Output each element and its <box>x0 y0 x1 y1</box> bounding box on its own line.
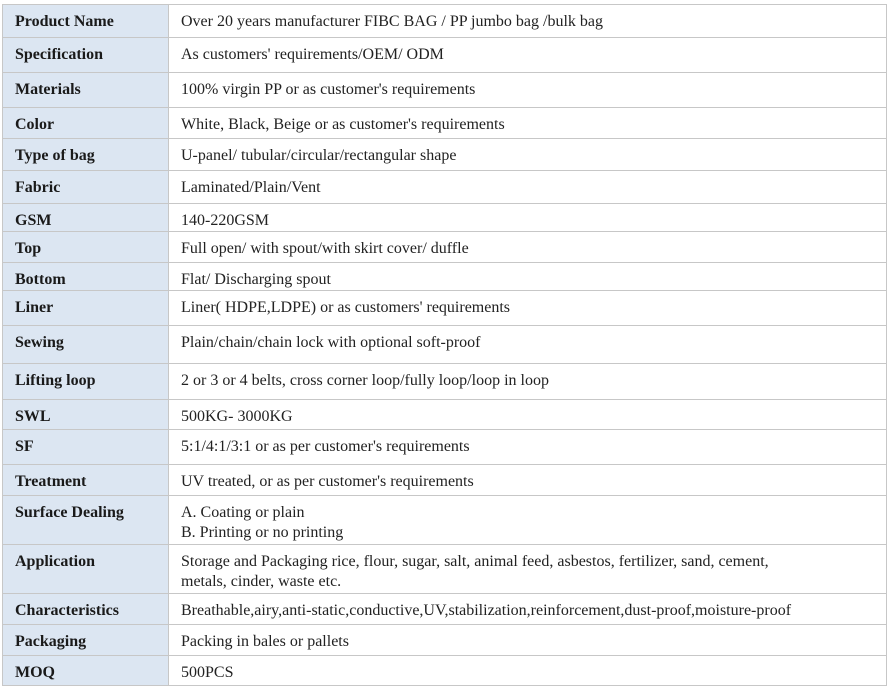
table-row <box>3 656 887 686</box>
row-label: Application <box>15 553 96 570</box>
table-row <box>3 545 887 594</box>
row-label: MOQ <box>15 664 55 681</box>
row-label-cell <box>3 326 169 364</box>
row-value-cell <box>169 73 887 108</box>
row-value-cell <box>169 496 887 545</box>
table-row <box>3 139 887 171</box>
row-label: Specification <box>15 46 103 63</box>
row-value-cell <box>169 326 887 364</box>
row-label-cell <box>3 171 169 204</box>
row-value-line: 500KG- 3000KG <box>181 408 293 425</box>
row-label-cell <box>3 139 169 171</box>
table-row <box>3 496 887 545</box>
row-label-cell <box>3 430 169 465</box>
table-row <box>3 364 887 400</box>
row-label-cell <box>3 364 169 400</box>
row-label-cell <box>3 38 169 73</box>
row-value-cell <box>169 545 887 594</box>
row-value-cell <box>169 656 887 686</box>
table-row <box>3 625 887 656</box>
row-label-cell <box>3 232 169 263</box>
row-label: Lifting loop <box>15 372 96 389</box>
row-value-line: Breathable,airy,anti-static,conductive,UV,stabilization,reinforcement,dust-proof,moisture-proof <box>181 602 792 619</box>
table-row <box>3 291 887 326</box>
table-row <box>3 232 887 263</box>
row-label: Surface Dealing <box>15 504 124 521</box>
row-label-cell <box>3 73 169 108</box>
row-value-line: Storage and Packaging rice, flour, sugar, salt, animal feed, asbestos, fertilizer, sand, cement, <box>181 553 769 570</box>
row-label-cell <box>3 465 169 496</box>
table-row <box>3 73 887 108</box>
table-row <box>3 263 887 291</box>
row-label-cell <box>3 656 169 686</box>
row-label: Product Name <box>15 13 114 30</box>
row-label: Fabric <box>15 179 61 196</box>
table-row <box>3 400 887 430</box>
row-value-cell <box>169 364 887 400</box>
table-row <box>3 594 887 625</box>
row-value-cell <box>169 263 887 291</box>
table-row <box>3 430 887 465</box>
row-value-line: Liner( HDPE,LDPE) or as customers' requirements <box>181 299 511 316</box>
row-value-cell <box>169 430 887 465</box>
row-label-cell <box>3 108 169 139</box>
row-value-line: A. Coating or plain <box>181 504 305 521</box>
row-label: Type of bag <box>15 147 95 164</box>
row-label: GSM <box>15 212 52 229</box>
row-value-line: 5:1/4:1/3:1 or as per customer's requirements <box>181 438 470 455</box>
row-value-line: Full open/ with spout/with skirt cover/ duffle <box>181 240 469 257</box>
row-value-line: Plain/chain/chain lock with optional soft-proof <box>181 334 481 351</box>
row-label: Top <box>15 240 42 257</box>
row-label-cell <box>3 545 169 594</box>
row-label-cell <box>3 594 169 625</box>
row-value-cell <box>169 139 887 171</box>
row-value-cell <box>169 5 887 38</box>
row-value-line: Packing in bales or pallets <box>181 633 349 650</box>
row-value-cell <box>169 38 887 73</box>
row-label-cell <box>3 291 169 326</box>
row-label: Materials <box>15 81 81 98</box>
specification-table-body <box>3 5 887 686</box>
row-value-cell <box>169 400 887 430</box>
row-label: Bottom <box>15 271 66 288</box>
row-value-cell <box>169 465 887 496</box>
row-label: Liner <box>15 299 54 316</box>
row-value-cell <box>169 171 887 204</box>
row-label: Color <box>15 116 55 133</box>
row-label: Sewing <box>15 334 64 351</box>
row-value-line: U-panel/ tubular/circular/rectangular shape <box>181 147 457 164</box>
table-row <box>3 5 887 38</box>
row-label-cell <box>3 400 169 430</box>
row-label-cell <box>3 204 169 232</box>
table-row <box>3 108 887 139</box>
table-row <box>3 171 887 204</box>
row-label-cell <box>3 625 169 656</box>
row-label: SWL <box>15 408 51 425</box>
row-value-line: 2 or 3 or 4 belts, cross corner loop/fully loop/loop in loop <box>181 372 549 389</box>
row-value-line: Over 20 years manufacturer FIBC BAG / PP jumbo bag /bulk bag <box>181 13 604 30</box>
row-value-line: 140-220GSM <box>181 212 270 229</box>
row-value-line: As customers' requirements/OEM/ ODM <box>181 46 444 63</box>
row-value-cell <box>169 232 887 263</box>
row-value-line: metals, cinder, waste etc. <box>181 573 342 590</box>
table-row <box>3 38 887 73</box>
table-row <box>3 204 887 232</box>
row-value-line: White, Black, Beige or as customer's requirements <box>181 116 505 133</box>
row-label: Treatment <box>15 473 87 490</box>
row-value-cell <box>169 594 887 625</box>
row-label-cell <box>3 496 169 545</box>
row-label: Characteristics <box>15 602 119 619</box>
row-value-line: Flat/ Discharging spout <box>181 271 331 288</box>
row-value-line: 500PCS <box>181 664 234 681</box>
row-value-cell <box>169 625 887 656</box>
row-value-line: 100% virgin PP or as customer's requirements <box>181 81 476 98</box>
row-label: SF <box>15 438 34 455</box>
specification-table <box>2 4 887 686</box>
row-value-line: B. Printing or no printing <box>181 524 344 541</box>
row-value-line: UV treated, or as per customer's requirements <box>181 473 474 490</box>
table-row <box>3 326 887 364</box>
row-value-line: Laminated/Plain/Vent <box>181 179 321 196</box>
row-label-cell <box>3 5 169 38</box>
row-value-cell <box>169 108 887 139</box>
row-value-cell <box>169 291 887 326</box>
row-label: Packaging <box>15 633 87 650</box>
table-row <box>3 465 887 496</box>
row-value-cell <box>169 204 887 232</box>
row-label-cell <box>3 263 169 291</box>
